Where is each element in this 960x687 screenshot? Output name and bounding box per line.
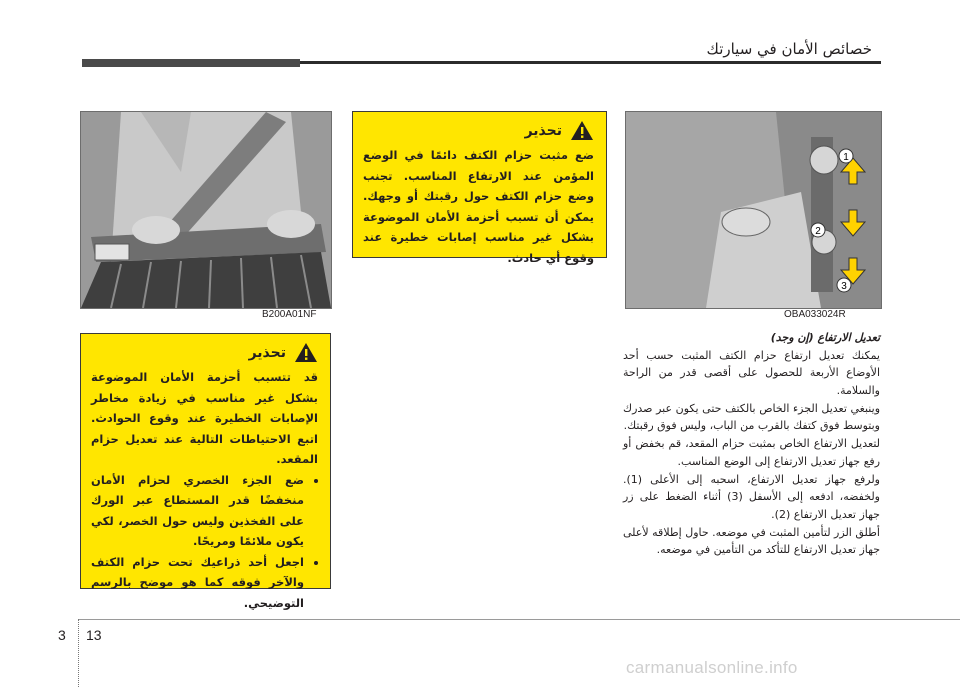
lap-belt-photo xyxy=(80,111,332,309)
warning-bullet: • ضع الجزء الخصري لحزام الأمان منخفضًا قدر المستطاع عبر الورك على الفخذين وليس حول الخصر، لكي يكون ملائمًا ومريحًا. xyxy=(91,470,304,552)
warning-header xyxy=(363,120,594,141)
watermark-text: carmanualsonline.info xyxy=(626,658,798,677)
warning-title: تحذير xyxy=(248,344,286,361)
warning-header xyxy=(91,342,318,363)
warning-triangle-icon xyxy=(570,120,594,141)
section-heading: تعديل الارتفاع (إن وجد) xyxy=(770,331,880,344)
page-title: خصائص الأمان في سيارتك xyxy=(706,40,872,58)
warning-text: ضع مثبت حزام الكتف دائمًا في الوضع المؤمن عند الارتفاع المناسب. تجنب وضع حزام الكتف حول رقبتك أو وجهك. يمكن أن تسبب أحزمة الأمان الموضوعة بشكل غير مناسب إصابات خطيرة عند وقوع أي حادث. xyxy=(363,148,594,265)
warning-paragraph: قد تتسبب أحزمة الأمان الموضوعة بشكل غير مناسب في زيادة مخاطر الإصابات الخطيرة عند وقوع الحوادث. اتبع الاحتياطات التالية عند تعديل حزام المقعد. xyxy=(91,370,318,466)
warning-triangle-icon xyxy=(294,342,318,363)
callout-1: 1 xyxy=(843,152,849,163)
height-adjuster-photo xyxy=(625,111,882,309)
warning-list xyxy=(91,470,318,614)
section-number: 3 xyxy=(58,627,66,643)
callout-2: 2 xyxy=(815,226,821,237)
body-paragraph: وينبغي تعديل الجزء الخاص بالكتف حتى يكون عبر صدرك وبتوسط فوق كتفك بالقرب من الباب، وليس فوق رقبتك. xyxy=(623,401,880,433)
height-adjust-section xyxy=(623,331,880,560)
warning-bullet: • اجعل أحد ذراعيك تحت حزام الكتف والآخر فوقه كما هو موضح بالرسم التوضيحي. xyxy=(91,552,304,614)
body-paragraph: ولرفع جهاز تعديل الارتفاع، اسحبه إلى الأعلى (1). ولخفضه، ادفعه إلى الأسفل (3) أثناء الضغط على زر جهاز تعديل الارتفاع (2). xyxy=(623,473,880,521)
figure-code-right: OBA033024R xyxy=(784,309,846,320)
warning-title: تحذير xyxy=(524,122,562,139)
page-number: 13 xyxy=(86,627,102,643)
lap-belt-illustration xyxy=(81,112,331,308)
footer-divider xyxy=(78,619,80,687)
header-bar xyxy=(82,59,300,67)
body-paragraph: أطلق الزر لتأمين المثبت في موضعه. حاول إطلاقه لأعلى جهاز تعديل الارتفاع للتأكد من التأمين في موضعه. xyxy=(623,525,880,557)
body-paragraph: لتعديل الارتفاع الخاص بمثبت حزام المقعد، قم بخفض أو رفع جهاز تعديل الارتفاع إلى الوضع المناسب. xyxy=(623,437,880,468)
body-paragraph: يمكنك تعديل ارتفاع حزام الكتف المثبت حسب أحد الأوضاع الأربعة للحصول على أقصى قدر من الراحة والسلامة. xyxy=(623,349,880,397)
warning-box-belt-position xyxy=(80,333,331,610)
figure-code-left: B200A01NF xyxy=(262,309,317,320)
warning-box-height xyxy=(352,111,607,265)
footer-rule xyxy=(78,619,960,620)
height-adjuster-illustration xyxy=(626,112,881,308)
callout-3: 3 xyxy=(841,281,847,292)
